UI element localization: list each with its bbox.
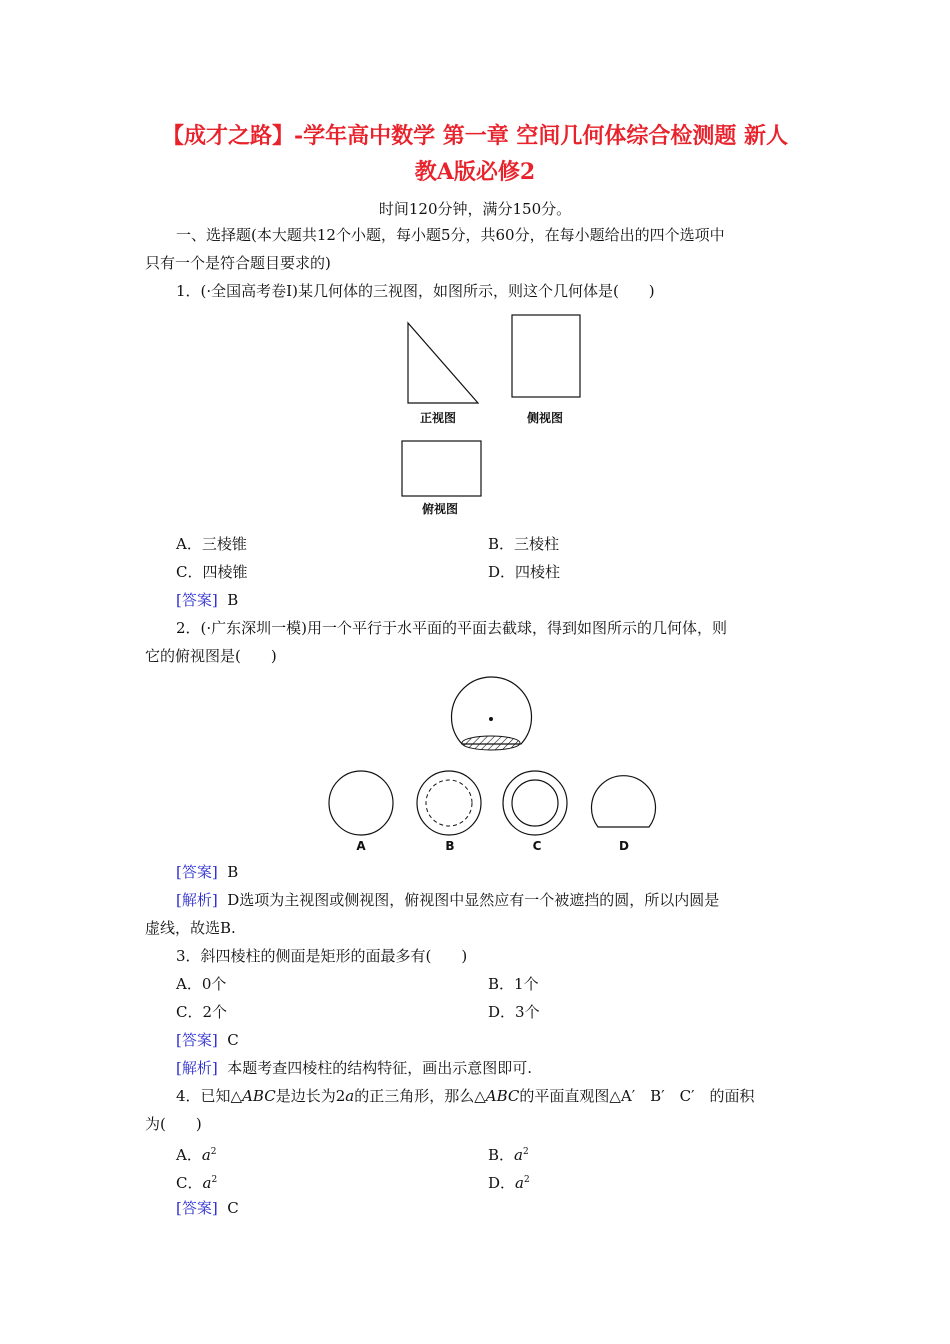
answer-tag: [答案]: [176, 863, 218, 881]
q4-var-abc: ABC: [242, 1087, 276, 1105]
answer-value: B: [227, 863, 239, 881]
option-var: a: [514, 1146, 523, 1164]
option-c-label: C: [532, 839, 542, 853]
top-view-label: 俯视图: [421, 502, 458, 516]
q4-text-part: 的正三角形，那么△: [354, 1087, 486, 1105]
q1-option-a: A．三棱锥: [176, 535, 247, 553]
document-title-line2: 教A版必修2: [414, 159, 536, 185]
answer-value: B: [227, 591, 239, 609]
q4-text-part: 的平面直观图△A′ B′ C′ 的面积: [519, 1087, 755, 1105]
option-exponent: 2: [210, 1147, 217, 1157]
option-var: a: [515, 1174, 524, 1192]
option-exponent: 2: [211, 1175, 218, 1185]
option-a-label: A: [356, 839, 366, 853]
q1-option-b: B．三棱柱: [488, 535, 560, 553]
q3-analysis: [176, 1058, 532, 1078]
question-3-stem: 3．斜四棱柱的侧面是矩形的面最多有( ): [176, 947, 468, 965]
option-label: A．: [176, 1146, 202, 1164]
answer-value: C: [227, 1031, 239, 1049]
q2-analysis-line1: [176, 890, 719, 910]
option-b-dashed-inner-circle: [426, 780, 472, 826]
analysis-text: D选项为主视图或侧视图，俯视图中显然应有一个被遮挡的圆，所以内圆是: [227, 891, 720, 909]
question-1-stem: 1．(·全国高考卷Ⅰ)某几何体的三视图，如图所示，则这个几何体是( ): [176, 282, 655, 300]
option-var: a: [201, 1146, 211, 1164]
q4-text-part: 是边长为2: [275, 1087, 346, 1105]
cut-face-hatched: [462, 736, 520, 750]
q4-option-c: [176, 1170, 217, 1193]
option-label: C．: [176, 1174, 203, 1192]
q3-option-a: A．0个: [176, 975, 227, 993]
answer-tag: [答案]: [176, 591, 218, 609]
q3-answer: [176, 1030, 239, 1050]
answer-tag: [答案]: [176, 1031, 218, 1049]
option-exponent: 2: [523, 1175, 530, 1185]
option-b-label: B: [445, 839, 455, 853]
q4-text-part: 4．已知△: [176, 1087, 243, 1105]
q3-option-c: C．2个: [176, 1003, 228, 1021]
q3-option-b: B．1个: [488, 975, 539, 993]
question-2-stem-line2: 它的俯视图是( ): [145, 647, 277, 665]
q1-option-c: C．四棱锥: [176, 563, 248, 581]
time-note: 时间120分钟，满分150分。: [378, 200, 572, 218]
q2-answer: [176, 862, 238, 882]
question-2-stem-line1: 2．(·广东深圳一模)用一个平行于水平面的平面去截球，得到如图所示的几何体，则: [176, 619, 728, 637]
option-b-outer-circle: [417, 771, 481, 835]
option-exponent: 2: [522, 1147, 529, 1157]
answer-value: C: [227, 1199, 239, 1217]
option-var: a: [202, 1174, 212, 1192]
q4-option-b: [488, 1142, 529, 1165]
option-a-circle: [329, 771, 393, 835]
analysis-text: 本题考查四棱柱的结构特征，画出示意图即可.: [227, 1059, 533, 1077]
section-instructions-line2: 只有一个是符合题目要求的): [145, 254, 331, 272]
side-view-label: 侧视图: [526, 411, 563, 425]
q4-var-a: a: [345, 1087, 355, 1105]
q3-option-d: D．3个: [488, 1003, 540, 1021]
document-title-line1: 【成才之路】-学年高中数学 第一章 空间几何体综合检测题 新人: [161, 123, 789, 149]
section-instructions-line1: 一、选择题(本大题共12个小题，每小题5分，共60分，在每小题给出的四个选项中: [176, 226, 725, 244]
option-c-inner-circle: [512, 780, 558, 826]
analysis-tag: [解析]: [176, 1059, 218, 1077]
option-d-label: D: [619, 839, 629, 853]
q4-option-a: [176, 1142, 217, 1165]
answer-tag: [答案]: [176, 1199, 218, 1217]
option-label: D．: [488, 1174, 516, 1192]
truncated-sphere: [452, 677, 532, 744]
option-label: B．: [488, 1146, 515, 1164]
q4-option-d: [488, 1170, 530, 1193]
option-d-truncated-circle: [592, 776, 656, 827]
sphere-center-dot: [489, 717, 493, 721]
q4-var-abc: ABC: [485, 1087, 520, 1105]
q4-answer: [176, 1198, 239, 1218]
front-view-label: 正视图: [419, 411, 456, 425]
question-4-stem-line1: [176, 1086, 754, 1106]
q1-option-d: D．四棱柱: [488, 563, 561, 581]
question-4-stem-line2: 为( ): [145, 1115, 202, 1133]
q2-analysis-line2: 虚线，故选B.: [145, 919, 236, 937]
analysis-tag: [解析]: [176, 891, 218, 909]
